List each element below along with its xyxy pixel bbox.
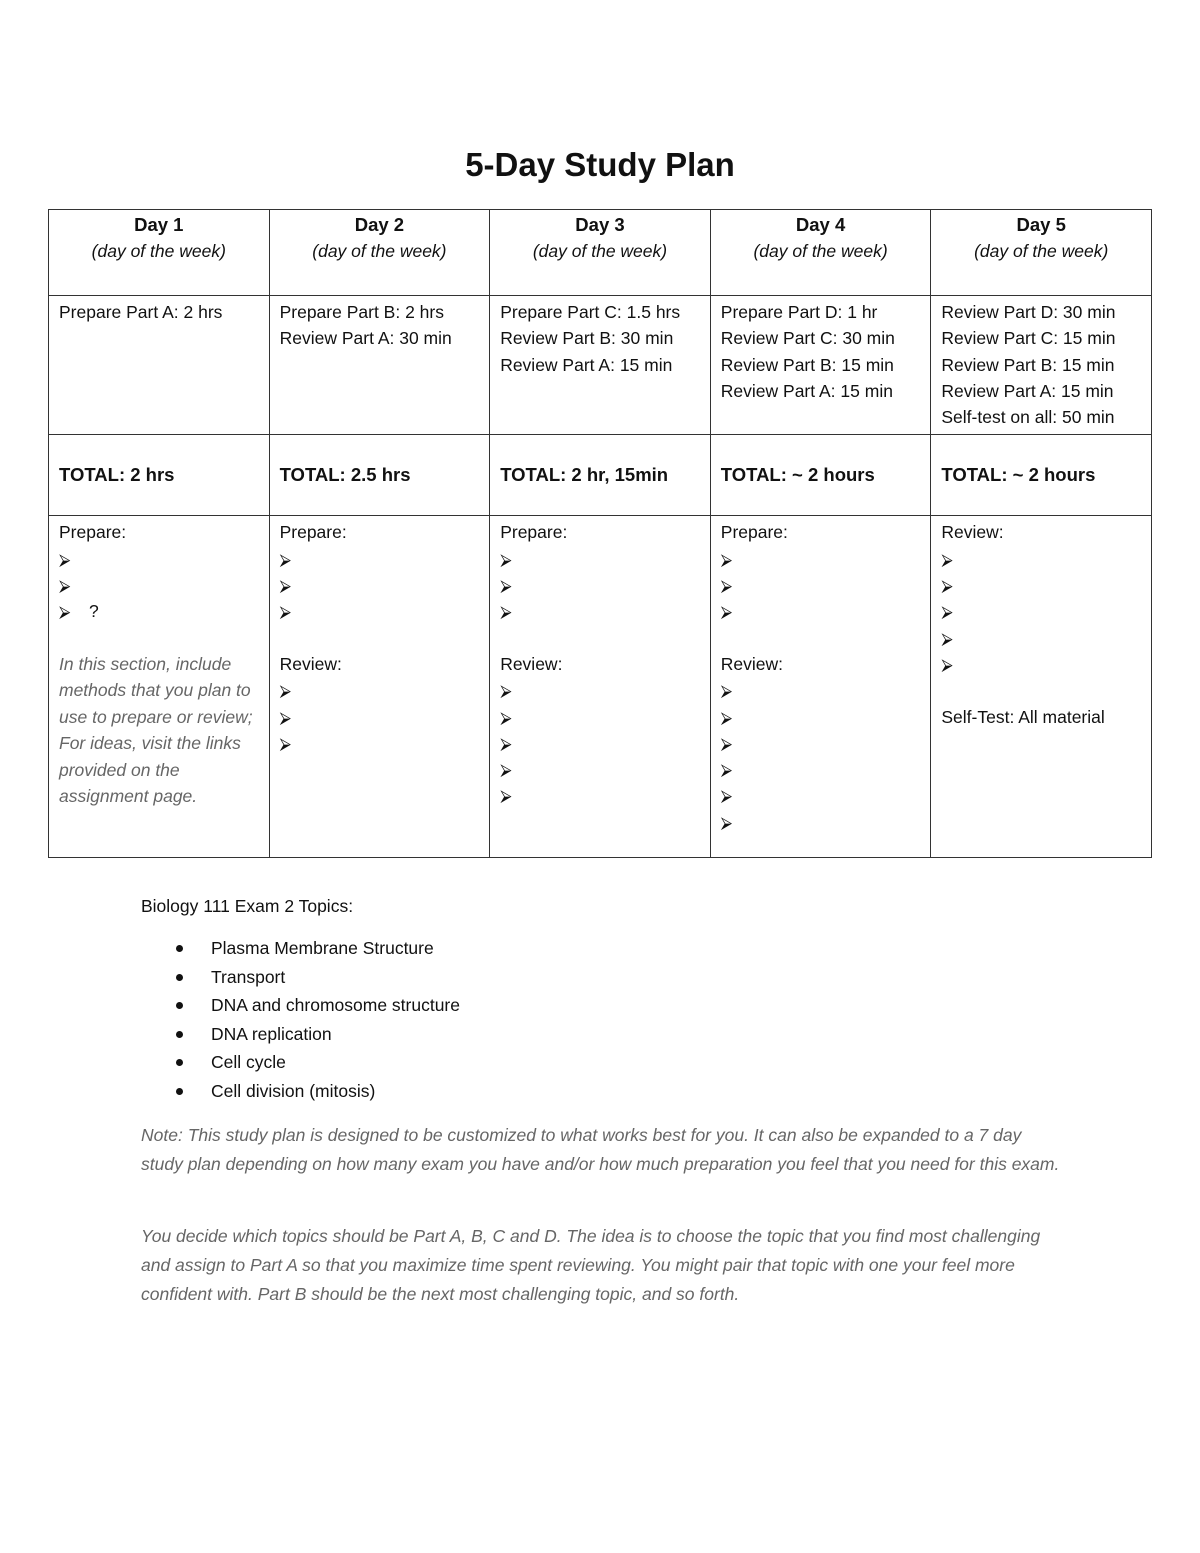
method-bullet-item <box>721 572 921 598</box>
topic-item <box>141 934 1061 963</box>
topic-text: Cell cycle <box>211 1052 286 1073</box>
bullet-dot-icon <box>176 1088 183 1095</box>
schedule-line: Review Part B: 15 min <box>941 354 1115 375</box>
schedule-line: Prepare Part A: 2 hrs <box>59 302 223 322</box>
spacer <box>280 625 480 651</box>
review-bullet-item <box>721 756 921 782</box>
day-name: Day 5 <box>1016 214 1066 235</box>
method-bullet-item <box>941 572 1141 598</box>
customization-note: Note: This study plan is designed to be customized to what works best for you. It can also be expanded to a 7 day study plan depending on how many exam you have and/or how much preparation you feel that you need for this exam. <box>141 1125 1060 1174</box>
arrow-bullet-icon: ⮚ <box>720 814 733 832</box>
arrow-bullet-icon: ⮚ <box>279 551 291 569</box>
topic-item <box>141 1077 1061 1106</box>
arrow-bullet-icon: ⮚ <box>500 604 512 622</box>
day-header-cell <box>710 210 931 296</box>
day-schedule-cell <box>490 296 711 435</box>
method-bullet-item <box>59 546 259 572</box>
day-header-cell <box>490 210 711 296</box>
bullet-dot-icon <box>176 1031 183 1038</box>
topic-item <box>141 963 1061 992</box>
review-bullet-item <box>721 704 921 730</box>
day-name: Day 1 <box>134 214 184 235</box>
methods-label: Review: <box>941 522 1004 543</box>
day-methods-cell <box>710 516 931 858</box>
arrow-bullet-icon: ⮚ <box>941 630 953 648</box>
method-bullet-item <box>280 546 480 572</box>
topic-text: DNA replication <box>211 1023 332 1044</box>
review-bullet-item <box>721 809 921 835</box>
arrow-bullet-icon: ⮚ <box>279 683 291 701</box>
review-bullet-item <box>721 677 921 703</box>
day-total-cell: TOTAL: 2 hr, 15min <box>490 435 711 516</box>
method-bullet-item <box>721 598 921 624</box>
arrow-bullet-icon: ⮚ <box>279 578 291 596</box>
methods-label: Prepare: <box>279 522 347 543</box>
day-of-week-placeholder: (day of the week) <box>312 241 447 262</box>
study-plan-table <box>48 209 1152 858</box>
method-bullet-item <box>721 546 921 572</box>
review-bullet-item <box>500 677 700 703</box>
bullet-dot-icon <box>176 945 183 952</box>
bullet-dot-icon <box>176 1059 183 1066</box>
self-test-label: Self-Test: All material <box>941 706 1105 727</box>
part-assignment-note: You decide which topics should be Part A, B, C and D. The idea is to choose the topic that you find most challenging and assign to Part A so that you maximize time spent reviewing. You might pair that topic with one your feel more confident with. Part B should be the next most challenging topic, and so forth. <box>141 1226 1041 1304</box>
day-header-cell <box>49 210 270 296</box>
day-of-week-placeholder: (day of the week) <box>532 241 668 262</box>
topic-text: Plasma Membrane Structure <box>211 938 434 958</box>
arrow-bullet-icon: ⮚ <box>720 709 733 727</box>
method-bullet-item <box>941 546 1141 572</box>
methods-label: Prepare: <box>59 522 127 543</box>
method-bullet-item <box>500 598 700 624</box>
schedule-line: Review Part D: 30 min <box>941 302 1116 322</box>
day-of-week-placeholder: (day of the week) <box>91 241 226 262</box>
arrow-bullet-icon: ⮚ <box>59 551 71 569</box>
schedule-line: Self-test on all: 50 min <box>941 407 1115 428</box>
spacer <box>721 625 921 651</box>
topics-heading: Biology 111 Exam 2 Topics: <box>141 896 354 916</box>
review-bullet-item <box>500 782 700 808</box>
method-bullet-item <box>500 572 700 598</box>
review-bullet-item <box>280 730 480 756</box>
arrow-bullet-icon: ⮚ <box>59 604 71 622</box>
arrow-bullet-icon: ⮚ <box>500 762 512 780</box>
arrow-bullet-icon: ⮚ <box>500 683 512 701</box>
review-bullet-item <box>500 756 700 782</box>
day-name: Day 4 <box>795 214 846 235</box>
schedule-line: Review Part C: 30 min <box>720 328 895 349</box>
method-bullet-item <box>280 572 480 598</box>
review-bullet-item <box>280 677 480 703</box>
arrow-bullet-icon: ⮚ <box>500 578 512 596</box>
arrow-bullet-icon: ⮚ <box>500 788 512 806</box>
schedule-line: Review Part B: 15 min <box>720 354 894 375</box>
review-label: Review: <box>500 653 563 674</box>
arrow-item-text: ? <box>89 601 99 622</box>
day-header-row <box>49 210 1152 296</box>
method-bullet-item <box>941 651 1141 677</box>
schedule-row <box>49 296 1152 435</box>
method-bullet-item <box>941 598 1141 624</box>
arrow-bullet-icon: ⮚ <box>720 762 733 780</box>
arrow-bullet-icon: ⮚ <box>941 656 953 674</box>
review-bullet-item <box>500 704 700 730</box>
day-total-cell: TOTAL: ~ 2 hours <box>931 435 1152 516</box>
arrow-bullet-icon: ⮚ <box>720 683 733 701</box>
arrow-bullet-icon: ⮚ <box>500 551 512 569</box>
review-bullet-item <box>721 782 921 808</box>
topic-text: Cell division (mitosis) <box>211 1080 376 1101</box>
topic-item <box>141 991 1061 1020</box>
method-bullet-item <box>59 598 259 624</box>
day-header-cell <box>931 210 1152 296</box>
day-of-week-placeholder: (day of the week) <box>753 241 888 262</box>
day-methods-cell <box>490 516 711 858</box>
day-schedule-cell <box>931 296 1152 435</box>
bullet-dot-icon <box>176 1002 183 1009</box>
methods-hint-text: In this section, include methods that you plan to use to prepare or review; For ideas, visit the links provided on the assignment page. <box>59 653 253 807</box>
day-schedule-cell <box>49 296 270 435</box>
methods-label: Prepare: <box>500 522 568 543</box>
method-bullet-item <box>500 546 700 572</box>
day-methods-cell <box>269 516 490 858</box>
methods-label: Prepare: <box>720 522 788 543</box>
topics-list <box>141 934 1061 1106</box>
day-of-week-placeholder: (day of the week) <box>974 241 1109 262</box>
topic-item <box>141 1020 1061 1049</box>
schedule-line: Prepare Part B: 2 hrs <box>279 302 444 322</box>
document-title: 5-Day Study Plan <box>465 146 735 183</box>
schedule-line: Review Part A: 15 min <box>500 354 673 375</box>
arrow-bullet-icon: ⮚ <box>720 788 733 806</box>
arrow-bullet-icon: ⮚ <box>279 604 291 622</box>
arrow-bullet-icon: ⮚ <box>59 578 71 596</box>
method-bullet-item <box>59 572 259 598</box>
schedule-line: Review Part A: 30 min <box>279 328 452 349</box>
arrow-bullet-icon: ⮚ <box>941 551 953 569</box>
arrow-bullet-icon: ⮚ <box>500 709 512 727</box>
method-bullet-item <box>280 598 480 624</box>
bullet-dot-icon <box>176 974 183 981</box>
arrow-bullet-icon: ⮚ <box>720 551 733 569</box>
day-total-cell: TOTAL: 2 hrs <box>49 435 270 516</box>
day-methods-cell <box>931 516 1152 858</box>
total-row <box>49 435 1152 516</box>
day-header-cell <box>269 210 490 296</box>
day-total-cell: TOTAL: 2.5 hrs <box>269 435 490 516</box>
day-name: Day 2 <box>354 214 405 235</box>
schedule-line: Review Part C: 15 min <box>941 328 1116 349</box>
day-methods-cell <box>49 516 270 858</box>
spacer <box>941 677 1141 703</box>
topic-item <box>141 1048 1061 1077</box>
arrow-bullet-icon: ⮚ <box>279 735 291 753</box>
spacer <box>500 625 700 651</box>
schedule-line: Review Part A: 15 min <box>720 380 893 401</box>
arrow-bullet-icon: ⮚ <box>941 578 953 596</box>
topic-text: DNA and chromosome structure <box>211 995 460 1016</box>
arrow-bullet-icon: ⮚ <box>720 578 733 596</box>
review-bullet-item <box>280 704 480 730</box>
topic-text: Transport <box>211 966 286 987</box>
exam-topics <box>141 894 1061 1106</box>
day-name: Day 3 <box>575 214 625 235</box>
review-bullet-item <box>721 730 921 756</box>
day-total-cell: TOTAL: ~ 2 hours <box>710 435 931 516</box>
schedule-line: Review Part A: 15 min <box>941 380 1114 401</box>
arrow-bullet-icon: ⮚ <box>941 604 953 622</box>
review-label: Review: <box>279 653 342 674</box>
schedule-line: Prepare Part D: 1 hr <box>720 302 878 322</box>
schedule-line: Review Part B: 30 min <box>500 328 674 349</box>
arrow-bullet-icon: ⮚ <box>279 709 291 727</box>
arrow-bullet-icon: ⮚ <box>500 735 512 753</box>
arrow-bullet-icon: ⮚ <box>720 604 733 622</box>
method-bullet-item <box>941 625 1141 651</box>
arrow-bullet-icon: ⮚ <box>720 735 733 753</box>
day-schedule-cell <box>710 296 931 435</box>
methods-row <box>49 516 1152 858</box>
review-bullet-item <box>500 730 700 756</box>
schedule-line: Prepare Part C: 1.5 hrs <box>500 302 681 322</box>
review-label: Review: <box>720 653 784 674</box>
day-schedule-cell <box>269 296 490 435</box>
